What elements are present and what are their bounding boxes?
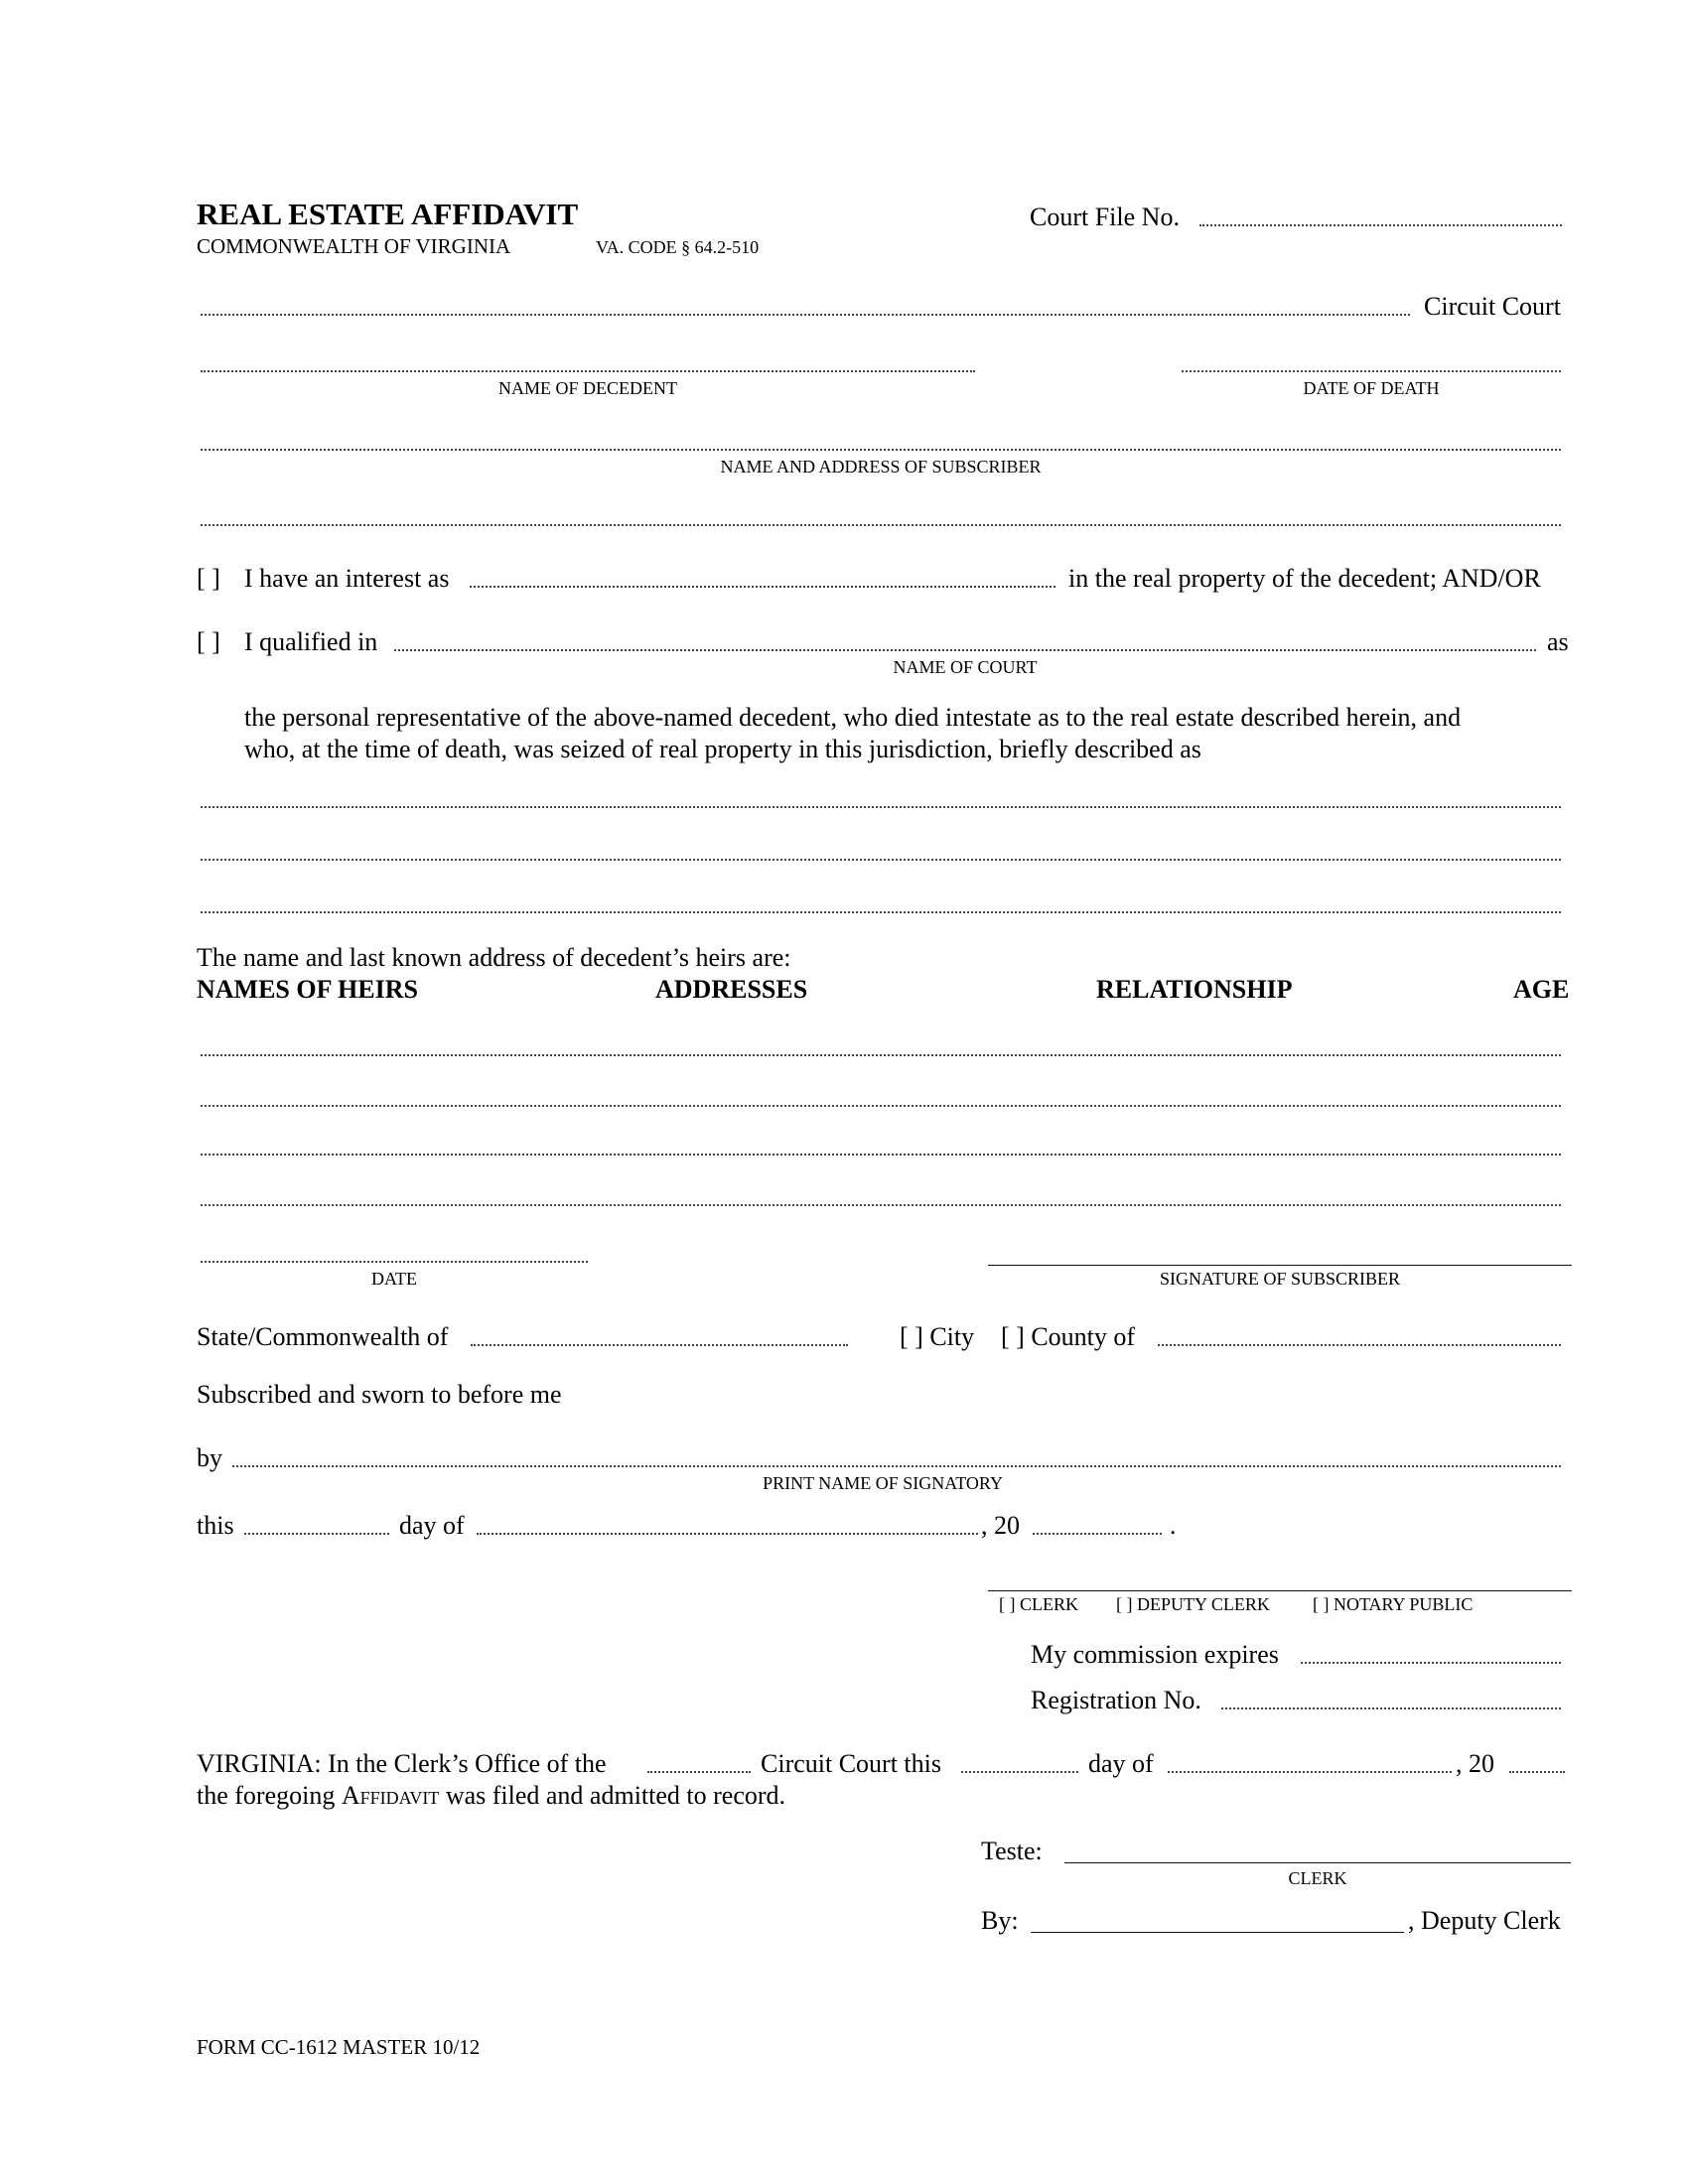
interest-checkbox[interactable]: [ ] xyxy=(197,564,220,593)
county-field[interactable] xyxy=(1158,1344,1561,1346)
clerk-office-field[interactable] xyxy=(647,1771,751,1773)
commission-field[interactable] xyxy=(1301,1662,1561,1664)
signature-caption: SIGNATURE OF SUBSCRIBER xyxy=(1159,1269,1401,1289)
statute-code: VA. CODE § 64.2-510 xyxy=(596,237,760,257)
paragraph-line-2: who, at the time of death, was seized of real property in this jurisdiction, briefly described as xyxy=(244,735,1201,763)
interest-field[interactable] xyxy=(470,586,1055,588)
property-description-line-2[interactable] xyxy=(201,859,1561,861)
state-field[interactable] xyxy=(471,1344,848,1346)
day-of-label: day of xyxy=(399,1511,465,1540)
date-caption: DATE xyxy=(371,1269,417,1289)
city-checkbox[interactable]: [ ] City xyxy=(900,1322,975,1351)
virginia-label: VIRGINIA: In the Clerk’s Office of the xyxy=(197,1749,607,1778)
heir-line-2[interactable] xyxy=(201,1105,1561,1107)
official-signature-line[interactable] xyxy=(988,1590,1572,1591)
decedent-name-caption: NAME OF DECEDENT xyxy=(498,378,677,398)
this-label: this xyxy=(197,1511,234,1540)
qualified-suffix: as xyxy=(1547,627,1569,656)
notary-year-field[interactable] xyxy=(1033,1533,1162,1535)
by-clerk-label: By: xyxy=(981,1906,1019,1935)
form-id: FORM CC-1612 MASTER 10/12 xyxy=(197,2035,481,2059)
heir-line-3[interactable] xyxy=(201,1154,1561,1156)
qualified-label: I qualified in xyxy=(244,627,378,656)
heirs-col-names: NAMES OF HEIRS xyxy=(197,975,418,1004)
sworn-label: Subscribed and sworn to before me xyxy=(197,1380,562,1409)
county-checkbox[interactable]: [ ] County of xyxy=(1001,1322,1136,1351)
clerk-day-field[interactable] xyxy=(961,1771,1078,1773)
property-description-line-3[interactable] xyxy=(201,911,1561,913)
deputy-clerk-label: , Deputy Clerk xyxy=(1408,1906,1561,1935)
heirs-col-addresses: ADDRESSES xyxy=(655,975,808,1004)
deputy-clerk-option[interactable]: [ ] DEPUTY CLERK xyxy=(1116,1594,1270,1614)
subscriber-signature-line[interactable] xyxy=(988,1265,1572,1266)
property-description-line-1[interactable] xyxy=(201,806,1561,808)
notary-month-field[interactable] xyxy=(477,1533,978,1535)
clerk-day-of-label: day of xyxy=(1088,1749,1154,1778)
heir-line-4[interactable] xyxy=(201,1204,1561,1206)
date-of-death-field[interactable] xyxy=(1182,370,1561,372)
deputy-signature-line[interactable] xyxy=(1031,1932,1404,1933)
state-label: State/Commonwealth of xyxy=(197,1322,449,1351)
notary-day-field[interactable] xyxy=(244,1533,389,1535)
subscriber-caption: NAME AND ADDRESS OF SUBSCRIBER xyxy=(720,457,1042,477)
commission-label: My commission expires xyxy=(1031,1640,1279,1669)
circuit-court-label: Circuit Court xyxy=(1424,292,1561,321)
paragraph-line-1: the personal representative of the above-named decedent, who died intestate as to the real estate described herein, and xyxy=(244,703,1462,732)
date-field[interactable] xyxy=(201,1261,588,1263)
period: . xyxy=(1170,1511,1177,1540)
form-title: REAL ESTATE AFFIDAVIT xyxy=(197,197,579,231)
subscriber-field-line-1[interactable] xyxy=(201,449,1561,451)
clerk-year-prefix: , 20 xyxy=(1456,1749,1494,1778)
subscriber-field-line-2[interactable] xyxy=(201,524,1561,526)
heirs-col-age: AGE xyxy=(1513,975,1570,1004)
year-prefix: , 20 xyxy=(981,1511,1020,1540)
heir-line-1[interactable] xyxy=(201,1054,1561,1056)
date-of-death-caption: DATE OF DEATH xyxy=(1303,378,1440,398)
heirs-intro: The name and last known address of decedent’s heirs are: xyxy=(197,943,791,972)
interest-label: I have an interest as xyxy=(244,564,450,593)
name-of-court-caption: NAME OF COURT xyxy=(893,657,1038,677)
print-name-caption: PRINT NAME OF SIGNATORY xyxy=(763,1473,1003,1493)
clerk-option[interactable]: [ ] CLERK xyxy=(999,1594,1078,1614)
registration-label: Registration No. xyxy=(1031,1686,1201,1714)
filed-statement: the foregoing Affidavit was filed and admitted to record. xyxy=(197,1781,786,1810)
teste-label: Teste: xyxy=(981,1837,1043,1865)
signatory-name-field[interactable] xyxy=(232,1465,1561,1467)
clerk-year-field[interactable] xyxy=(1509,1771,1565,1773)
by-label: by xyxy=(197,1443,222,1472)
form-subtitle: COMMONWEALTH OF VIRGINIA xyxy=(197,234,511,258)
qualified-checkbox[interactable]: [ ] xyxy=(197,627,220,656)
heirs-col-relationship: RELATIONSHIP xyxy=(1096,975,1293,1004)
interest-suffix: in the real property of the decedent; AND/OR xyxy=(1068,564,1541,593)
circuit-court-this-label: Circuit Court this xyxy=(761,1749,941,1778)
teste-signature-line[interactable] xyxy=(1064,1862,1571,1863)
clerk-caption: CLERK xyxy=(1288,1868,1347,1888)
circuit-court-field[interactable] xyxy=(201,314,1410,316)
clerk-month-field[interactable] xyxy=(1168,1771,1452,1773)
decedent-name-field[interactable] xyxy=(201,370,975,372)
qualified-court-field[interactable] xyxy=(394,649,1536,651)
court-file-label: Court File No. xyxy=(1030,203,1180,231)
court-file-field[interactable] xyxy=(1199,224,1562,226)
notary-public-option[interactable]: [ ] NOTARY PUBLIC xyxy=(1313,1594,1474,1614)
registration-field[interactable] xyxy=(1221,1707,1561,1709)
